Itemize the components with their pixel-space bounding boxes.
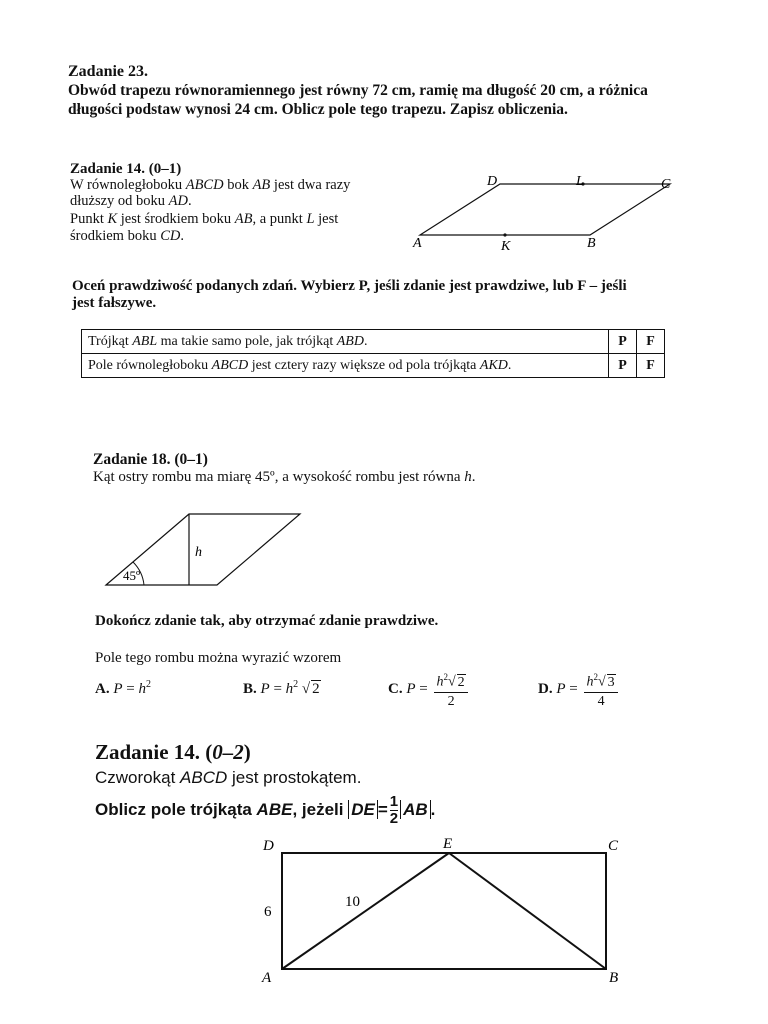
label-c: C [661,177,671,192]
label-k: K [501,239,511,254]
label-h: h [195,545,202,560]
text-fragment: Trójkąt [88,333,133,349]
text-fragment: = [565,680,582,697]
text-fragment: Oblicz pole trójkąta [95,799,257,819]
numerator: 1 [389,793,399,810]
text-fragment: , a punkt [252,211,307,227]
text-fragment: bok [223,177,253,193]
text-fragment: ma takie samo pole, jak trójkąt [157,333,337,349]
fraction: $\frac{h^2√ 3}{4}$ [584,668,617,711]
text-fragment: Punkt [70,211,108,227]
abs-value: DE [348,800,378,819]
segment-eb [449,853,606,969]
text-fragment: Kąt ostry rombu ma miarę 45º, a wysokość rombu jest równa [93,469,465,485]
label-b: B [587,236,596,251]
parallelogram-shape [420,184,670,235]
answer-label: A. [95,681,110,697]
task14a-text-line3 [70,211,338,228]
label-e: E [443,836,453,852]
math-symbol: h [138,681,146,697]
label-d: D [263,838,274,854]
task14b-title [95,740,251,765]
label-a: A [413,236,422,251]
math-symbol: P [406,680,416,697]
text-fragment: . [430,799,436,819]
radicand: 2 [312,681,320,697]
math-symbol: L [306,211,315,227]
radicand: 3 [607,674,615,690]
text-fragment: . [507,357,512,373]
math-symbol: AB [234,211,253,227]
parallelogram-figure [400,168,690,258]
label-angle: 45º [123,568,141,583]
radicand: 2 [457,674,465,690]
exponent: 2 [443,672,448,682]
label-side-length: 6 [264,904,272,920]
answer-label: B. [243,681,257,697]
math-symbol: P [113,681,123,697]
math-symbol: CD [160,228,181,244]
answer-label: C. [388,680,403,697]
table-row [82,354,665,378]
math-symbol: P [260,681,270,697]
task14a-text-line1 [70,177,350,194]
text-fragment: . [471,469,476,485]
text-fragment: jest środkiem boku [117,211,235,227]
label-b: B [609,970,619,986]
math-symbol: ABCD [185,177,224,193]
math-symbol: ABL [132,333,158,349]
text-fragment: = [122,681,139,697]
text-fragment: . [180,228,184,244]
task23-text-line1: Obwód trapezu równoramiennego jest równy 72 cm, ramię ma długość 20 cm, a różnica [68,82,648,99]
text-fragment: jest [314,211,339,227]
math-symbol: ABCD [211,357,249,373]
task14a-instruction-line1: Oceń prawdziwość podanych zdań. Wybierz P, jeśli zdanie jest prawdziwe, lub F – jeśli [72,278,627,294]
label-a: A [262,970,272,986]
text-fragment: jest dwa razy [270,177,351,193]
statement-cell [82,354,609,378]
label-d: D [487,174,498,189]
task14a-text-line4 [70,228,184,245]
math-symbol: P [556,680,566,697]
math-symbol: h [285,681,294,697]
fraction: $\frac{h^2√ 2}{2}$ [434,668,467,711]
math-symbol: h [464,469,472,485]
text-fragment: = [269,681,286,697]
rhombus-figure [100,508,310,590]
exponent: 2 [593,672,598,682]
segment-ae [282,853,449,969]
answer-c[interactable] [388,668,468,711]
option-p[interactable]: P [609,330,637,354]
text-fragment: dłuższy od boku [70,193,169,209]
label-c: C [608,838,619,854]
fraction-half [390,794,398,827]
answer-a[interactable] [95,679,151,698]
option-f[interactable]: F [637,330,665,354]
answer-d[interactable] [538,668,618,711]
text-fragment: 0–2 [212,740,244,764]
text-fragment: , jeżeli [292,799,349,819]
denominator: 4 [597,693,605,709]
task23-title: Zadanie 23. [68,63,149,80]
text-fragment: Zadanie 14. ( [95,740,213,764]
rectangle-figure [258,834,628,986]
text-fragment: Pole równoległoboku [88,357,212,373]
math-symbol: AD [168,193,189,209]
text-fragment: W równoległoboku [70,177,186,193]
task18-text-line1 [93,469,476,486]
abs-value: AB [400,800,431,819]
text-fragment: jest cztery razy większe od pola trójkąta [248,357,480,373]
text-fragment: . [188,193,192,209]
answer-label: D. [538,680,553,697]
task18-lead: Pole tego rombu można wyrazić wzorem [95,650,342,666]
task23-text-line2: długości podstaw wynosi 24 cm. Oblicz pole tego trapezu. Zapisz obliczenia. [68,101,568,118]
task14b-text-line2: Oblicz pole trójkąta ABE, jeżeli DE = $\frac{1}{2}$ AB . [95,793,436,827]
true-false-table [81,329,665,378]
exponent: 2 [293,679,299,690]
text-fragment: . [363,333,368,349]
task14b-text-line1 [95,768,361,788]
math-symbol: ABE [256,799,293,819]
text-fragment: jest prostokątem. [227,768,362,787]
label-l: L [576,174,584,189]
answer-b[interactable]: B. $P = h^2$ √ 2 [243,679,320,697]
exponent: 2 [145,679,151,690]
denominator: 2 [389,810,399,827]
option-p[interactable]: P [609,354,637,378]
option-f[interactable]: F [637,354,665,378]
label-diagonal-length: 10 [345,894,360,910]
math-symbol: h [586,674,594,690]
task18-title: Zadanie 18. (0–1) [93,451,208,468]
table-row [82,330,665,354]
text-fragment: środkiem boku [70,228,161,244]
math-symbol: h [436,674,444,690]
math-symbol: K [107,211,118,227]
math-symbol: ABCD [180,768,228,787]
math-symbol: AB [252,177,271,193]
task14a-text-line2 [70,193,192,210]
text-fragment: = [415,680,432,697]
task14a-title: Zadanie 14. (0–1) [70,161,182,177]
statement-cell [82,330,609,354]
text-fragment: Czworokąt [95,768,181,787]
text-fragment: ) [243,740,251,764]
task18-instruction: Dokończ zdanie tak, aby otrzymać zdanie prawdziwe. [95,613,439,629]
rectangle-shape [282,853,606,969]
point-k [503,233,506,236]
math-symbol: AKD [479,357,508,373]
task14a-instruction-line2: jest fałszywe. [72,295,157,311]
math-symbol: ABD [336,333,364,349]
denominator: 2 [447,693,455,709]
